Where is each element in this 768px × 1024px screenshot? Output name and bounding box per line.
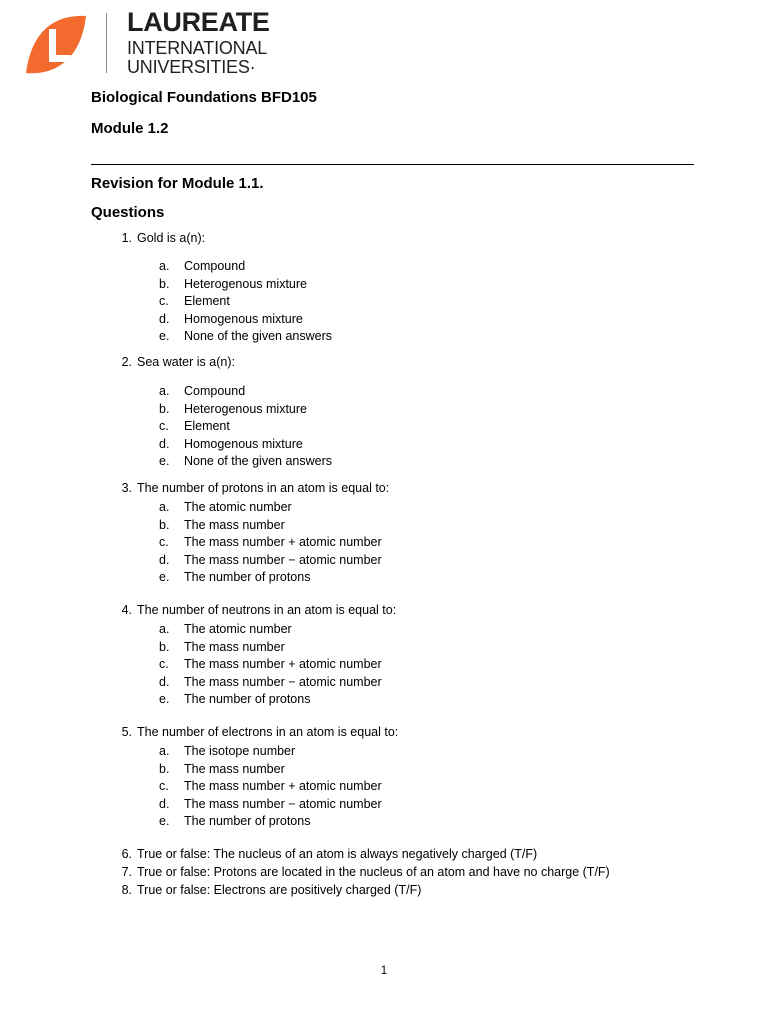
question-text: True or false: The nucleus of an atom is always negatively charged (T/F) [137,847,538,861]
option-text: The mass number − atomic number [184,674,382,689]
option-letter: e. [159,329,170,344]
option-item [159,761,382,779]
option-text: The mass number − atomic number [184,796,382,811]
option-text: The mass number [184,761,285,776]
option-item [159,813,382,831]
option-letter: e. [159,570,170,585]
question-text: True or false: Electrons are positively charged (T/F) [137,883,422,897]
option-letter: b. [159,517,170,532]
option-letter: d. [159,674,170,689]
option-letter: c. [159,419,169,434]
option-text: Heterogenous mixture [184,401,307,416]
question-5-options [159,743,382,831]
question-5 [121,725,399,739]
logo-divider [106,13,107,73]
option-letter: e. [159,454,170,469]
question-text: True or false: Protons are located in the nucleus of an atom and have no charge (T/F) [137,865,610,879]
option-text: The isotope number [184,744,296,758]
question-4-options [159,621,382,709]
option-item [159,796,382,814]
option-letter: e. [159,692,170,707]
option-item [159,552,382,570]
option-text: The number of protons [184,692,311,707]
module-title: Module 1.2 [91,120,169,137]
option-item [159,258,332,276]
question-3-options [159,499,382,587]
course-title: Biological Foundations BFD105 [91,89,317,106]
option-item [159,674,382,692]
option-letter: a. [159,259,170,273]
option-text: None of the given answers [184,329,333,344]
question-6 [121,847,538,861]
option-text: The atomic number [184,622,292,636]
option-letter: c. [159,657,169,672]
option-item [159,383,332,401]
option-letter: b. [159,276,170,291]
question-number: 4. [121,603,132,617]
question-text: Sea water is a(n): [137,355,235,369]
option-text: The mass number + atomic number [184,535,382,550]
option-text: The mass number − atomic number [184,552,382,567]
option-text: Element [184,419,230,434]
laureate-leaf-icon [25,15,87,75]
option-letter: a. [159,384,170,398]
question-2 [121,355,235,369]
option-text: Compound [184,384,246,398]
question-number: 3. [121,481,132,495]
option-text: The mass number + atomic number [184,779,382,794]
option-item [159,621,382,639]
option-letter: b. [159,401,170,416]
option-text: The mass number [184,639,285,654]
option-text: The mass number [184,517,285,532]
option-item [159,656,382,674]
option-letter: a. [159,622,170,636]
option-text: None of the given answers [184,454,333,469]
horizontal-rule [91,164,694,165]
option-item [159,743,382,761]
question-1 [121,231,206,245]
option-text: Compound [184,259,246,273]
option-text: The mass number + atomic number [184,657,382,672]
option-item [159,436,332,454]
option-text: Homogenous mixture [184,436,303,451]
option-item [159,639,382,657]
question-1-options [159,258,333,346]
option-item [159,691,382,709]
option-text: The number of protons [184,814,311,829]
page-number: 1 [380,965,388,977]
option-letter: d. [159,552,170,567]
option-item [159,401,332,419]
question-number: 8. [121,883,132,897]
option-item [159,499,382,517]
option-item [159,778,382,796]
question-number: 5. [121,725,132,739]
logo-line-laureate: LAUREATE [127,7,270,37]
question-number: 6. [121,847,132,861]
option-letter: c. [159,779,169,794]
option-letter: c. [159,294,169,309]
option-letter: b. [159,761,170,776]
option-item [159,453,333,471]
question-text: Gold is a(n): [137,231,206,245]
logo-line-international: INTERNATIONAL [127,38,268,58]
logo-wordmark [127,9,270,76]
option-item [159,534,382,552]
question-4 [121,603,397,617]
question-8 [121,883,422,897]
option-item [159,569,382,587]
option-item [159,328,333,346]
option-letter: a. [159,500,170,514]
option-letter: d. [159,311,170,326]
question-number: 1. [121,231,132,245]
question-text: The number of protons in an atom is equal to: [137,481,390,495]
option-text: The number of protons [184,570,311,585]
question-3 [121,481,390,495]
question-text: The number of neutrons in an atom is equal to: [137,603,397,617]
option-item [159,517,382,535]
option-letter: a. [159,744,170,758]
option-text: Homogenous mixture [184,311,303,326]
question-2-options [159,383,333,471]
logo-line-universities: UNIVERSITIES· [127,57,256,77]
question-text: The number of electrons in an atom is equal to: [137,725,399,739]
option-letter: e. [159,814,170,829]
option-item [159,418,332,436]
question-number: 7. [121,865,132,879]
option-item [159,276,332,294]
laureate-logo [25,7,285,77]
option-letter: d. [159,436,170,451]
option-item [159,311,332,329]
questions-heading: Questions [91,204,165,221]
question-number: 2. [121,355,132,369]
option-text: Element [184,294,230,309]
option-letter: d. [159,796,170,811]
option-text: Heterogenous mixture [184,276,307,291]
revision-heading: Revision for Module 1.1. [91,175,264,192]
option-item [159,293,332,311]
option-text: The atomic number [184,500,292,514]
question-7 [121,865,610,879]
option-letter: c. [159,535,169,550]
option-letter: b. [159,639,170,654]
